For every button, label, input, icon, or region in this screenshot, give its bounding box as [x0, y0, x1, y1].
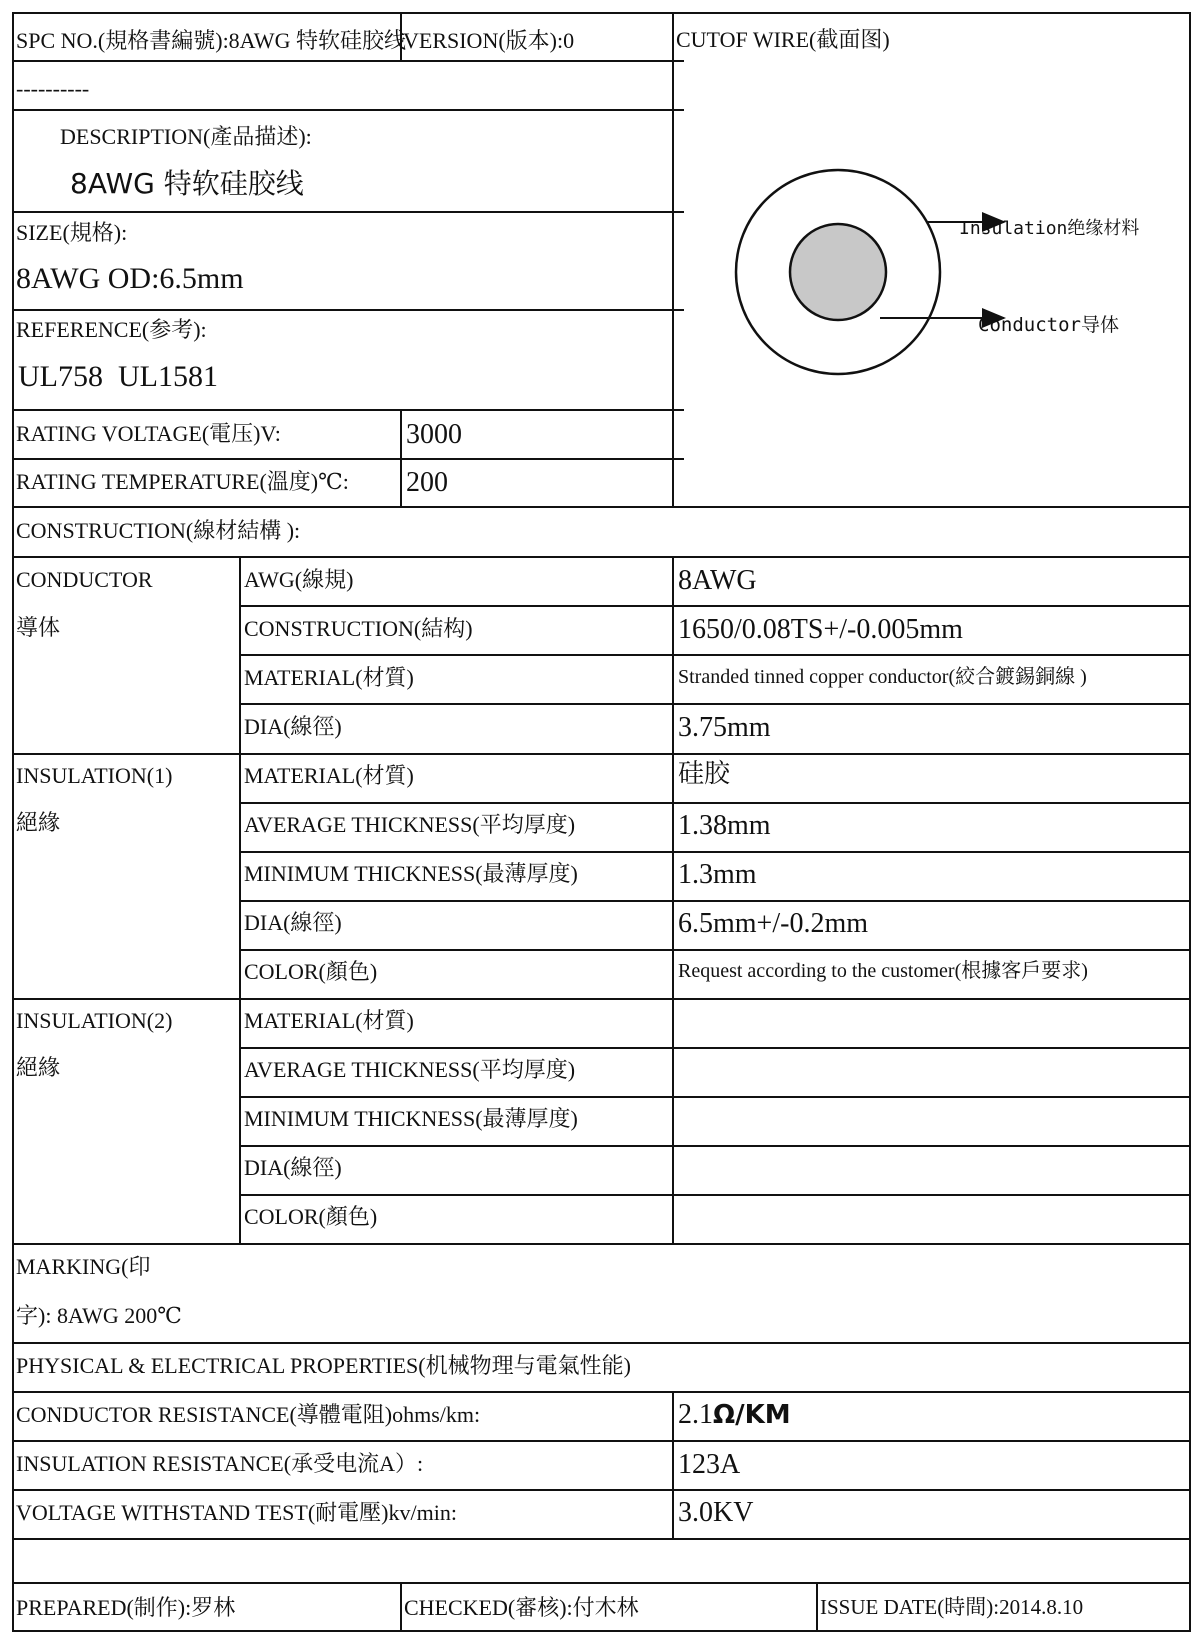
insulation2-material-label: MATERIAL(材質) [244, 1008, 414, 1033]
divider [816, 1582, 818, 1632]
conductor-resistance-value [678, 1401, 791, 1429]
divider [12, 556, 1191, 558]
insulation2-color-label: COLOR(顏色) [244, 1204, 378, 1229]
insulation2-avg-thickness-label: AVERAGE THICKNESS(平均厚度) [244, 1057, 576, 1082]
conductor-awg-label: AWG(線規) [244, 567, 354, 592]
conductor-awg-value: 8AWG [678, 565, 757, 596]
reference-value: UL758 UL1581 [18, 360, 218, 393]
border-top [12, 12, 1191, 14]
reference-label: REFERENCE(参考): [16, 317, 207, 342]
border-left [12, 12, 14, 1632]
border-right [1189, 12, 1191, 1632]
insulation1-min-thickness-value: 1.3mm [678, 859, 757, 890]
voltage-withstand-label: VOLTAGE WITHSTAND TEST(耐電壓)kv/min: [16, 1500, 457, 1525]
insulation2-dia-label: DIA(線徑) [244, 1155, 342, 1180]
divider [12, 409, 684, 411]
size-label: SIZE(規格): [16, 220, 128, 245]
insulation2-group-label: INSULATION(2) [16, 1008, 173, 1033]
divider [12, 309, 684, 311]
insulation1-color-label: COLOR(顏色) [244, 959, 378, 984]
conductor-core [790, 224, 886, 320]
divider [239, 851, 1191, 853]
divider [12, 109, 684, 111]
insulation-label: Insulation绝缘材料 [959, 218, 1140, 239]
divider [12, 211, 684, 213]
insulation1-material-label: MATERIAL(材質) [244, 763, 414, 788]
conductor-material-label: MATERIAL(材質) [244, 665, 414, 690]
insulation1-min-thickness-label: MINIMUM THICKNESS(最薄厚度) [244, 861, 578, 886]
cutoff-title: CUTOF WIRE(截面图) [676, 27, 890, 52]
insulation1-color-value: Request according to the customer(根據客戶要求) [678, 960, 1088, 982]
rating-voltage-label: RATING VOLTAGE(電压)V: [16, 421, 281, 446]
divider [12, 753, 1191, 755]
insulation1-material-value: 硅胶 [678, 759, 731, 789]
insulation1-dia-label: DIA(線徑) [244, 910, 342, 935]
spec-sheet [12, 12, 1191, 1632]
insulation1-dia-value: 6.5mm+/-0.2mm [678, 908, 869, 939]
divider [239, 1096, 1191, 1098]
divider [12, 998, 1191, 1000]
conductor-resistance-unit: Ω/KM [713, 1400, 791, 1430]
divider [12, 1582, 1191, 1584]
conductor-group-cn: 導体 [16, 615, 61, 640]
divider [12, 1342, 1191, 1344]
divider [400, 409, 402, 508]
border-bottom [12, 1630, 1191, 1632]
divider [239, 1047, 1191, 1049]
voltage-withstand-value: 3.0KV [678, 1497, 754, 1528]
conductor-label: Conductor导体 [978, 314, 1119, 336]
size-value: 8AWG OD:6.5mm [16, 262, 244, 295]
conductor-group-label: CONDUCTOR [16, 567, 153, 592]
spc-dashes: ---------- [16, 76, 90, 101]
insulation1-avg-thickness-label: AVERAGE THICKNESS(平均厚度) [244, 812, 576, 837]
marking-line1: MARKING(印 [16, 1254, 151, 1279]
spc-number: SPC NO.(規格書編號):8AWG 特软硅胶线 [16, 28, 406, 53]
insulation1-group-cn: 絕緣 [16, 810, 61, 835]
conductor-construction-value: 1650/0.08TS+/-0.005mm [678, 614, 963, 645]
rating-temperature-label: RATING TEMPERATURE(溫度)℃: [16, 469, 349, 494]
properties-title: PHYSICAL & ELECTRICAL PROPERTIES(机械物理与電氣性能) [16, 1353, 631, 1378]
divider [12, 60, 684, 62]
marking-line2: 字): 8AWG 200℃ [16, 1303, 182, 1328]
divider [672, 1391, 674, 1540]
version: VERSION(版本):0 [403, 28, 575, 53]
insulation1-group-label: INSULATION(1) [16, 763, 173, 788]
insulation-resistance-value: 123A [678, 1449, 741, 1480]
divider [239, 1194, 1191, 1196]
issue-date: ISSUE DATE(時間):2014.8.10 [820, 1595, 1084, 1619]
conductor-resistance-label: CONDUCTOR RESISTANCE(導體電阻)ohms/km: [16, 1402, 481, 1427]
conductor-resistance-number: 2.1 [678, 1399, 713, 1430]
conductor-material-value: Stranded tinned copper conductor(絞合鍍錫銅線 ) [678, 666, 1087, 688]
divider [12, 1391, 1191, 1393]
prepared-by: PREPARED(制作):罗林 [16, 1595, 236, 1620]
divider [12, 1440, 1191, 1442]
divider [239, 654, 1191, 656]
divider [12, 1489, 1191, 1491]
insulation1-avg-thickness-value: 1.38mm [678, 810, 771, 841]
divider [12, 1538, 1191, 1540]
description-label: DESCRIPTION(產品描述): [60, 124, 312, 149]
divider [239, 949, 1191, 951]
divider [400, 1582, 402, 1632]
conductor-construction-label: CONSTRUCTION(結构) [244, 616, 473, 641]
divider [12, 1243, 1191, 1245]
rating-temperature-value: 200 [406, 467, 448, 498]
divider [239, 900, 1191, 902]
divider [12, 506, 1191, 508]
insulation2-min-thickness-label: MINIMUM THICKNESS(最薄厚度) [244, 1106, 578, 1131]
description-value: 8AWG 特软硅胶线 [70, 167, 304, 200]
divider [239, 605, 1191, 607]
conductor-dia-value: 3.75mm [678, 712, 771, 743]
rating-voltage-value: 3000 [406, 419, 462, 450]
divider [239, 703, 1191, 705]
divider [12, 458, 684, 460]
divider [672, 556, 674, 1245]
conductor-dia-label: DIA(線徑) [244, 714, 342, 739]
divider [239, 1145, 1191, 1147]
insulation-resistance-label: INSULATION RESISTANCE(承受电流A）: [16, 1451, 424, 1476]
checked-by: CHECKED(審核):付木林 [404, 1595, 639, 1620]
cutoff-wire-diagram [674, 62, 1189, 502]
divider [239, 556, 241, 1245]
divider [239, 802, 1191, 804]
insulation2-group-cn: 絕緣 [16, 1055, 61, 1080]
construction-title: CONSTRUCTION(線材結構 ): [16, 518, 301, 543]
